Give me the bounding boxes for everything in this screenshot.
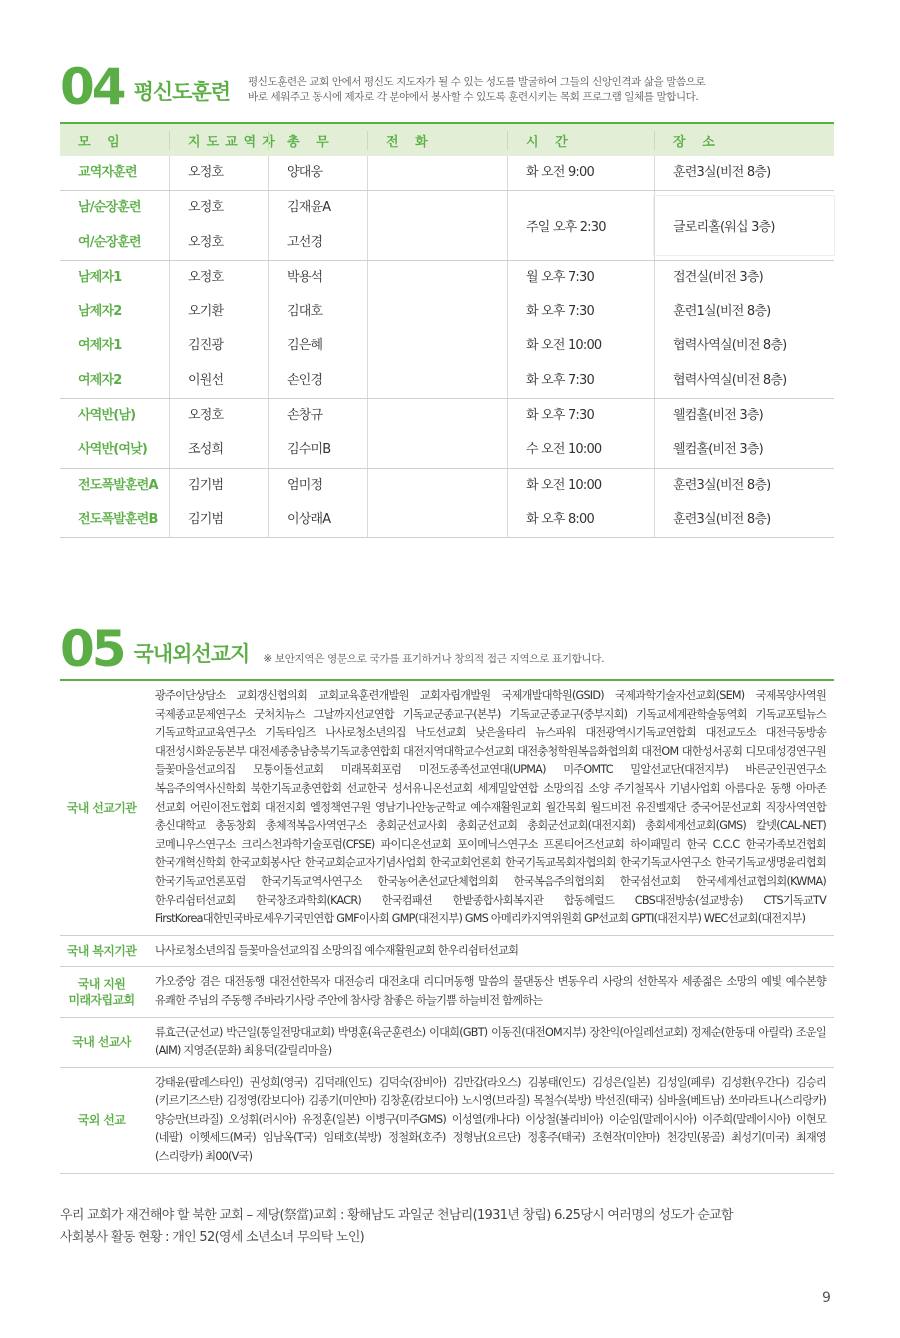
header-place: 장 소 — [654, 131, 834, 150]
cell-manager: 김은혜 — [268, 329, 367, 363]
mission-row-label: 국내 복지기관 — [66, 944, 137, 959]
cell-meeting: 남제자2 — [78, 304, 122, 320]
mission-row-text: 강태윤(팔레스타인) 권성희(영국) 김덕래(인도) 김덕숙(잠비아) 김만갑(라오스) 김봉태(인도) 김성은(일본) 김성일(페루) 김성환(우간다) 김승리(키르기즈스탄) 김정영(캄보디아) 김종기(미얀마) 김창훈(캄보디아) 노시영(브라질) 목철수(북방) 박선진(태국) 심바울(베트남) 쏘마라트나(스리랑카) 양승만(브라질) 오성휘(러시아) 유정훈(일본) 이병구(미주GMS) 이성열(캐나다) 이상철(볼리비아) 이순임(말레이시아) 이주희(말레이시아) 이현모(네팔) 이헷세드(M국) 임남옥(T국) 임태호(북방) 정철화(호주) 정형남(요르단) 정홍주(태국) 조현작(미얀마) 천강민(몽골) 최성기(미국) 최재영(스리랑카) 최00(V국) — [155, 1075, 826, 1164]
cell-meeting: 남/순장훈련 — [78, 200, 141, 216]
table-row — [60, 156, 834, 190]
table-row-group — [60, 191, 834, 261]
mission-row-text: 광주이단상담소 교회갱신협의회 교회교육훈련개발원 교회자립개발원 국제개발대학원(GSID) 국제과학기술자선교회(SEM) 국제목양사역원 국제종교문제연구소 굿처치뉴스 그날까지선교연합 기독교군종교구(본부) 기독교군종교구(중부지회) 기독교세계관학술동역회 기독교포털뉴스 기독교학교교육연구소 기독타임즈 나사로청소년의집 낙도선교회 낮은울타리 뉴스파워 대전광역시기독교연합회 대전교도소 대전극동방송 대전성시화운동본부 대전세종충남충북기독교총연합회 대전지역대학교수선교회 대전충청학원복음화협의회 대전OM 대한성서공회 디모데성경연구원 들꽃마을선교의집 모퉁이돌선교회 미래목회포럼 미전도종족선교연대(UPMA) 미주OMTC 밀알선교단(대전지부) 바른군인권연구소 복음주의역사신학회 북한기독교총연합회 선교한국 성서유니온선교회 세계밀알연합 소망의집 소양 주기철목사 기념사업회 아름다운 동행 아마존 선교회 어린이전도협회 대전지회 엘정책연구원 영남기나안농군학교 예수재활원교회 월간목회 월드비전 유진벨재단 중국어문선교회 직장사역연합 총신대학교 총동창회 총체적복음사역연구소 총회군선교사회 총회군선교회 총회군선교회(대전지회) 총회세계선교회(GMS) 칼넷(CAL-NET) 코메니우스연구소 크리스천과학기술포럼(CFSE) 파이디온선교회 포이메닉스연구소 프론티어즈선교회 하이패밀리 한국 C.C.C 한국가족보건협회 한국개혁신학회 한국교회봉사단 한국교회순교자기념사업회 한국교회언론회 한국기독교목회자협의회 한국기독교사연구소 한국기독교생명윤리협회 한국기독교언론포럼 한국기독교역사연구소 한국농어촌선교단체협의회 한국복음주의협의회 한국섬선교회 한국세계선교협의회(KWMA) 한우리쉼터선교회 한국창조과학회(KACR) 한국컴패션 한밭종합사회복지관 합동헤럴드 CBS대전방송(설교방송) CTS기독교TV FirstKorea대한민국바로세우기국민연합 GMF이사회 GMP(대전지부) GMS 아메리카지역위원회 GP선교회 GPTI(대전지부) WEC선교회(대전지부) — [155, 689, 826, 926]
cell-place: 훈련1실(비전 8층) — [654, 295, 834, 329]
section04-description — [248, 75, 705, 105]
mission-row-text: 나사로청소년의집 들꽃마을선교의집 소망의집 예수재활원교회 한우리쉼터선교회 — [155, 943, 519, 957]
section05-number: 05 — [60, 620, 124, 678]
cell-time: 월 오후 7:30 — [507, 261, 654, 295]
cell-leader: 조성희 — [169, 433, 268, 467]
table-row — [60, 399, 834, 433]
cell-meeting: 여/순장훈련 — [78, 234, 141, 250]
mission-row-label: 국외 선교 — [77, 1113, 126, 1128]
table-row — [60, 261, 834, 295]
header-leader: 지도교역자 — [169, 131, 268, 150]
training-table — [60, 122, 834, 538]
mission-row-label: 국내 지원 미래자립교회 — [68, 976, 135, 1007]
mission-row — [60, 681, 834, 936]
merged-place-cell: 글로리홀(워십 3층) — [654, 196, 834, 255]
section04-description-line: 평신도훈련은 교회 안에서 평신도 지도자가 될 수 있는 성도를 발굴하여 그들의 신앙인격과 삶을 말씀으로 — [248, 76, 706, 88]
cell-place: 협력사역실(비전 8층) — [654, 329, 834, 363]
cell-place: 훈련3실(비전 8층) — [654, 156, 834, 190]
page-number: 9 — [822, 1290, 831, 1306]
cell-phone — [367, 364, 507, 398]
cell-place: 협력사역실(비전 8층) — [654, 364, 834, 398]
cell-manager: 고선경 — [268, 226, 367, 260]
cell-phone — [367, 261, 507, 295]
header-manager: 총 무 — [268, 131, 367, 150]
cell-manager: 김수미B — [268, 433, 367, 467]
cell-leader: 오정호 — [169, 399, 268, 433]
table-row — [60, 469, 834, 503]
cell-leader: 오정호 — [169, 226, 268, 260]
section04-description-line: 바로 세워주고 동시에 제자로 각 분야에서 봉사할 수 있도록 훈련시키는 목회 프로그램 일체를 말합니다. — [248, 91, 699, 103]
cell-manager: 손인경 — [268, 364, 367, 398]
cell-manager: 김대호 — [268, 295, 367, 329]
section05-title: 국내외선교지 — [133, 642, 250, 666]
cell-meeting: 사역반(남) — [78, 408, 136, 424]
cell-place: 웰컴홀(비전 3층) — [654, 433, 834, 467]
cell-leader: 김기범 — [169, 469, 268, 503]
cell-meeting: 전도폭발훈련B — [78, 511, 158, 527]
cell-phone — [367, 433, 507, 467]
header-phone: 전 화 — [367, 131, 507, 150]
section05-header — [60, 620, 605, 678]
cell-meeting: 전도폭발훈련A — [78, 477, 158, 493]
section04-header — [60, 58, 706, 116]
cell-phone — [367, 469, 507, 503]
table-row — [60, 364, 834, 398]
cell-phone — [367, 226, 507, 260]
cell-time: 화 오전 10:00 — [507, 469, 654, 503]
cell-time: 화 오후 7:30 — [507, 295, 654, 329]
cell-place: 훈련3실(비전 8층) — [654, 469, 834, 503]
cell-leader: 오정호 — [169, 261, 268, 295]
header-meeting: 모 임 — [78, 134, 126, 150]
cell-manager: 양대웅 — [268, 156, 367, 190]
cell-meeting: 여제자1 — [78, 338, 122, 354]
cell-place: 접견실(비전 3층) — [654, 261, 834, 295]
cell-manager: 엄미정 — [268, 469, 367, 503]
cell-place: 훈련3실(비전 8층) — [654, 503, 834, 537]
cell-time: 화 오후 8:00 — [507, 503, 654, 537]
cell-leader: 오정호 — [169, 191, 268, 225]
cell-phone — [367, 191, 507, 225]
cell-time: 수 오전 10:00 — [507, 433, 654, 467]
cell-manager: 김재윤A — [268, 191, 367, 225]
mission-row-text: 류효근(군선교) 박근일(통일전망대교회) 박명훈(육군훈련소) 이대희(GBT) 이동진(대전OM지부) 장찬익(아일레선교회) 정제순(한동대 아릴락) 조운일(AIM) 지영준(문화) 최용덕(갈릴리마을) — [155, 1025, 826, 1058]
training-table-header — [60, 122, 834, 156]
cell-phone — [367, 295, 507, 329]
cell-leader: 이원선 — [169, 364, 268, 398]
table-row-group — [60, 399, 834, 469]
table-row — [60, 295, 834, 329]
cell-phone — [367, 156, 507, 190]
cell-leader: 오기환 — [169, 295, 268, 329]
cell-phone — [367, 329, 507, 363]
table-row-group — [60, 469, 834, 539]
cell-leader: 김진광 — [169, 329, 268, 363]
table-row-group — [60, 261, 834, 399]
footer-notes — [60, 1205, 840, 1249]
cell-time: 화 오후 7:30 — [507, 364, 654, 398]
section04-number: 04 — [60, 58, 124, 116]
cell-meeting: 사역반(여낮) — [78, 442, 148, 458]
section05-note: ※ 보안지역은 영문으로 국가를 표기하거나 창의적 접근 지역으로 표기합니다. — [263, 653, 605, 665]
table-row — [60, 329, 834, 363]
table-row — [60, 433, 834, 467]
mission-row — [60, 1018, 834, 1068]
cell-manager: 손창규 — [268, 399, 367, 433]
header-time: 시 간 — [507, 131, 654, 150]
cell-leader: 오정호 — [169, 156, 268, 190]
mission-row-text: 가오중앙 겸은 대전동행 대전선한목자 대전승리 대전초대 리디머동행 말씀의 물댄동산 변동우리 사랑의 선한목자 세종젊은 소망의 예빛 예수본향 유쾌한 주님의 주동행 주바라기사랑 주안에 참사랑 참좋은 하늘기쁨 하늘비전 함께하는 — [155, 975, 826, 1007]
mission-row-label: 국내 선교사 — [72, 1035, 131, 1050]
cell-phone — [367, 399, 507, 433]
table-row — [60, 503, 834, 537]
mission-row — [60, 1068, 834, 1174]
cell-manager: 박용석 — [268, 261, 367, 295]
merged-time-cell: 주일 오후 2:30 — [507, 191, 654, 260]
mission-row — [60, 967, 834, 1017]
cell-leader: 김기범 — [169, 503, 268, 537]
cell-place: 웰컴홀(비전 3층) — [654, 399, 834, 433]
table-row-group — [60, 156, 834, 191]
cell-manager: 이상래A — [268, 503, 367, 537]
mission-row-label: 국내 선교기관 — [66, 800, 137, 815]
cell-meeting: 남제자1 — [78, 269, 122, 285]
cell-time: 화 오전 10:00 — [507, 329, 654, 363]
cell-meeting: 여제자2 — [78, 372, 122, 388]
cell-meeting: 교역자훈련 — [78, 165, 137, 180]
cell-time: 화 오후 7:30 — [507, 399, 654, 433]
training-table-body — [60, 156, 834, 538]
cell-time: 화 오전 9:00 — [507, 156, 654, 190]
cell-phone — [367, 503, 507, 537]
section04-title: 평신도훈련 — [133, 80, 231, 104]
mission-row — [60, 936, 834, 968]
north-korea-church-note: 우리 교회가 재건해야 할 북한 교회 – 제당(祭當)교회 : 황해남도 과일군 천남리(1931년 창립) 6.25당시 여러명의 성도가 순교함 — [60, 1208, 733, 1223]
social-service-note: 사회봉사 활동 현황 : 개인 52(영세 소년소녀 무의탁 노인) — [60, 1230, 365, 1245]
mission-table — [60, 679, 834, 1174]
